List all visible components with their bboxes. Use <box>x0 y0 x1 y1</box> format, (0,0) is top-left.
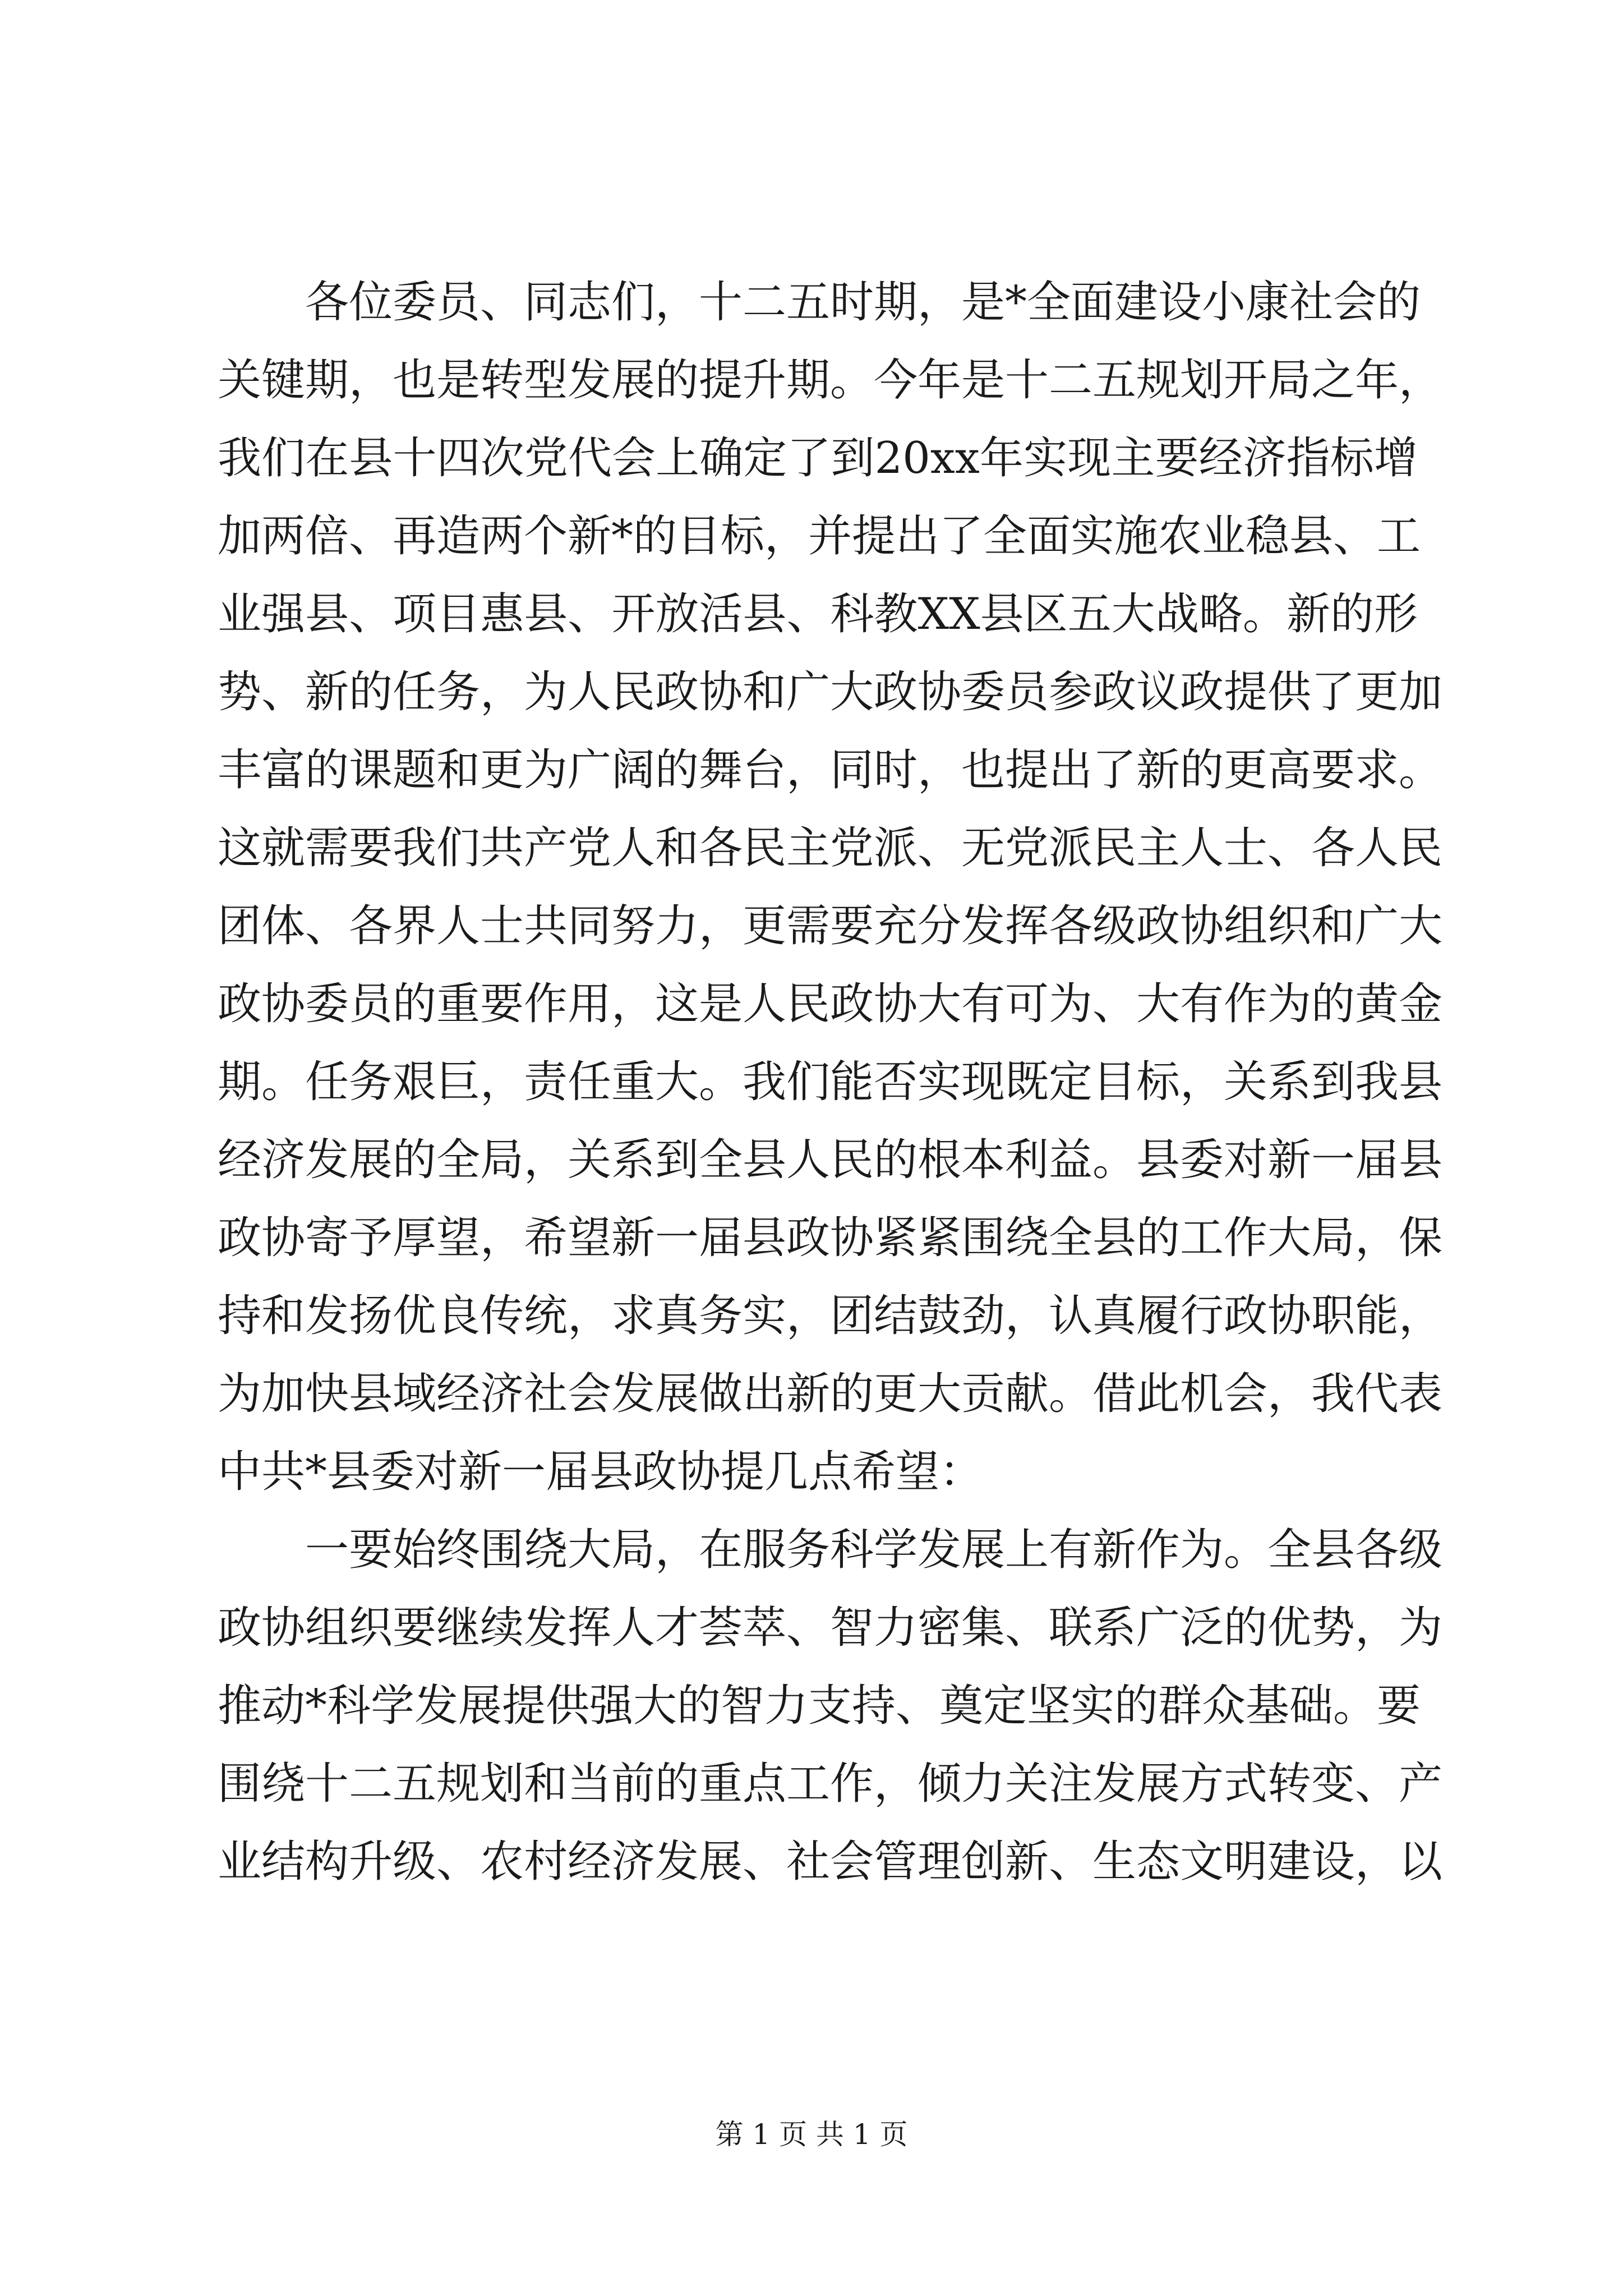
text-line: 势、新的任务，为人民政协和广大政协委员参政议政提供了更加 <box>218 667 1443 717</box>
text-line: 期。任务艰巨，责任重大。我们能否实现既定目标，关系到我县 <box>218 1057 1443 1107</box>
text-line: 加两倍、再造两个新*的目标，并提出了全面实施农业稳县、工 <box>218 511 1421 562</box>
document-body <box>218 264 1443 1901</box>
text-line: 一要始终围绕大局，在服务科学发展上有新作为。全县各级 <box>305 1525 1443 1575</box>
text-line: 政协寄予厚望，希望新一届县政协紧紧围绕全县的工作大局，保 <box>218 1213 1443 1263</box>
text-line: 我们在县十四次党代会上确定了到20xx年实现主要经济指标增 <box>218 433 1418 484</box>
text-line: 经济发展的全局，关系到全县人民的根本利益。县委对新一届县 <box>218 1135 1443 1185</box>
text-line: 关键期，也是转型发展的提升期。今年是十二五规划开局之年， <box>218 355 1443 406</box>
text-line: 这就需要我们共产党人和各民主党派、无党派民主人士、各人民 <box>218 823 1443 873</box>
page-footer: 第 1 页 共 1 页 <box>715 2118 908 2151</box>
text-line: 推动*科学发展提供强大的智力支持、奠定坚实的群众基础。要 <box>218 1681 1421 1731</box>
text-line: 中共*县委对新一届县政协提几点希望： <box>218 1447 984 1497</box>
text-line: 持和发扬优良传统，求真务实，团结鼓劲，认真履行政协职能， <box>218 1291 1443 1341</box>
text-line: 团体、各界人士共同努力，更需要充分发挥各级政协组织和广大 <box>218 901 1443 951</box>
text-line: 围绕十二五规划和当前的重点工作，倾力关注发展方式转变、产 <box>218 1759 1443 1809</box>
text-line: 政协委员的重要作用，这是人民政协大有可为、大有作为的黄金 <box>218 979 1443 1029</box>
text-line: 丰富的课题和更为广阔的舞台，同时，也提出了新的更高要求。 <box>218 745 1443 795</box>
text-line: 政协组织要继续发挥人才荟萃、智力密集、联系广泛的优势，为 <box>218 1603 1443 1653</box>
text-line: 业结构升级、农村经济发展、社会管理创新、生态文明建设，以 <box>218 1837 1443 1887</box>
text-line: 各位委员、同志们，十二五时期，是*全面建设小康社会的 <box>305 277 1421 328</box>
text-line: 为加快县域经济社会发展做出新的更大贡献。借此机会，我代表 <box>218 1369 1443 1419</box>
text-line: 业强县、项目惠县、开放活县、科教XX县区五大战略。新的形 <box>218 589 1418 639</box>
